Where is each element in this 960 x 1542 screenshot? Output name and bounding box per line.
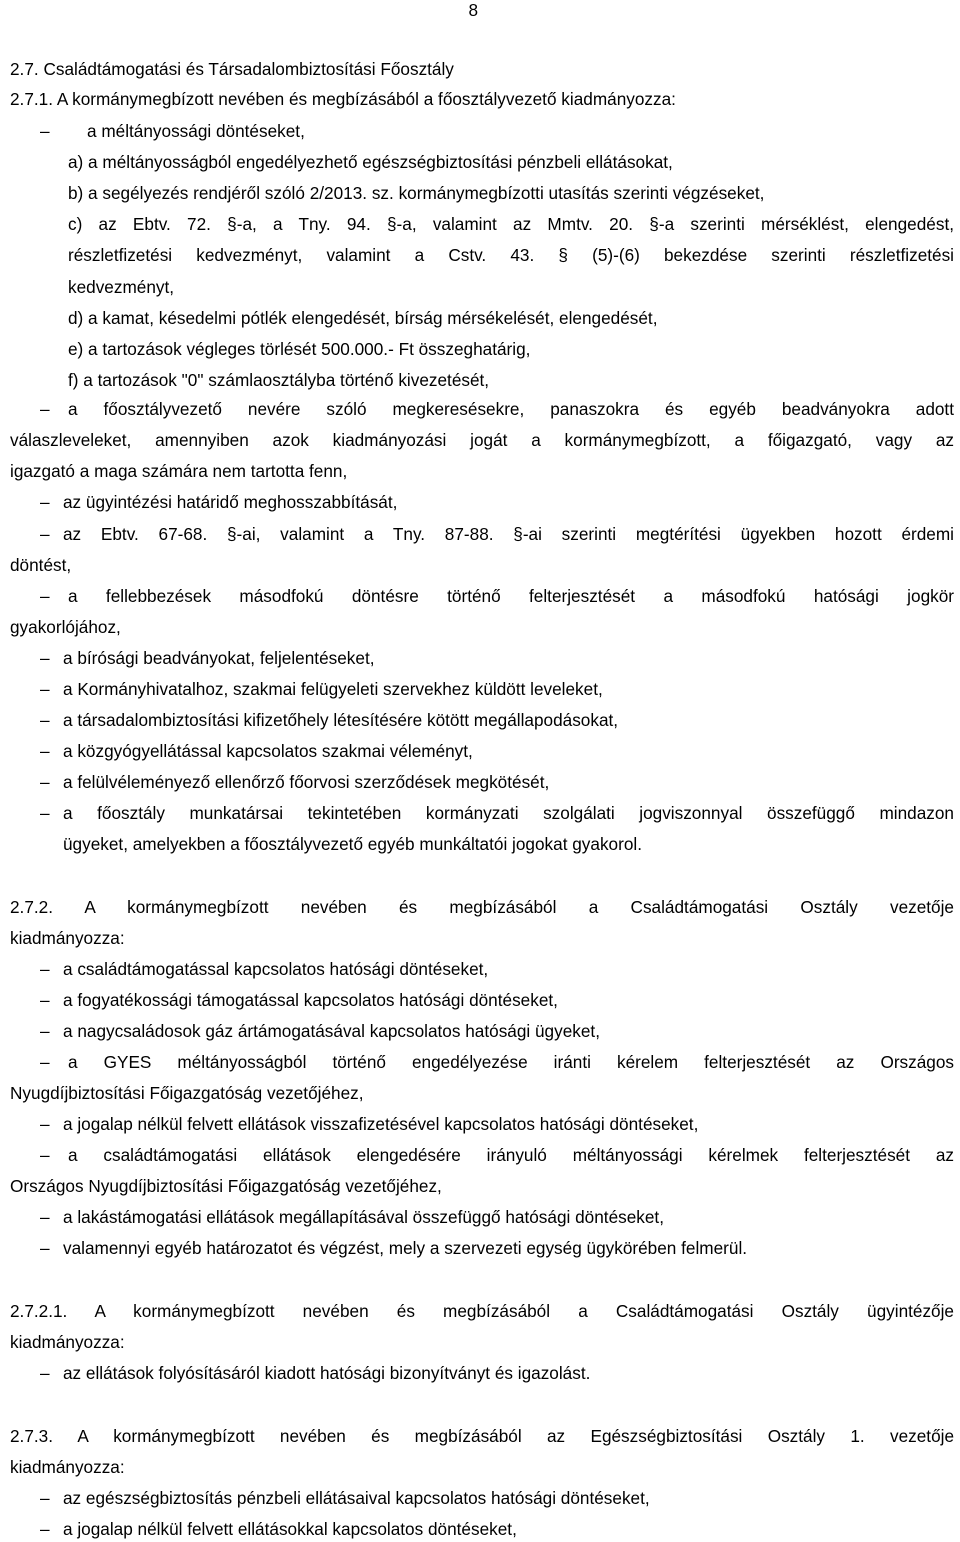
dash-bullet: –	[40, 492, 50, 512]
subsection-heading-2-7-1: 2.7.1. A kormánymegbízott nevében és megbízásából a főosztályvezető kiadmányozza:	[10, 89, 676, 109]
dash-bullet: –	[40, 1145, 50, 1165]
section-title: 2.7. Családtámogatási és Társadalombiztosítási Főosztály	[10, 59, 454, 79]
dash-bullet: –	[40, 1114, 50, 1134]
dash-bullet: –	[40, 1519, 50, 1539]
subsection-heading-2-7-2-1-cont: kiadmányozza:	[10, 1332, 125, 1352]
subsection-heading-2-7-3-cont: kiadmányozza:	[10, 1457, 125, 1477]
list-item: a felülvéleményező ellenőrző főorvosi szerződések megkötését,	[63, 772, 550, 792]
dash-bullet: –	[40, 679, 50, 699]
list-item: a főosztály munkatársai tekintetében kormányzati szolgálati jogviszonnyal összefüggő mindazon	[63, 803, 954, 823]
list-item-b: b) a segélyezés rendjéről szóló 2/2013. sz. kormánymegbízotti utasítás szerinti végzéseket,	[68, 183, 765, 203]
list-item-d: d) a kamat, késedelmi pótlék elengedését, bírság mérsékelését, elengedését,	[68, 308, 658, 328]
list-item: a családtámogatással kapcsolatos hatósági döntéseket,	[63, 959, 489, 979]
list-item: a Kormányhivatalhoz, szakmai felügyeleti szervekhez küldött leveleket,	[63, 679, 603, 699]
dash-bullet: –	[40, 803, 50, 823]
list-item: a fogyatékossági támogatással kapcsolatos hatósági döntéseket,	[63, 990, 558, 1010]
list-item-continuation: ügyeket, amelyekben a főosztályvezető egyéb munkáltatói jogokat gyakorol.	[63, 834, 642, 854]
list-item: az Ebtv. 67-68. §-ai, valamint a Tny. 87-88. §-ai szerinti megtérítési ügyekben hozott érdemi	[63, 524, 954, 544]
list-item-continuation: Nyugdíjbiztosítási Főigazgatóság vezetőjéhez,	[10, 1083, 364, 1103]
dash-bullet: –	[40, 1238, 50, 1258]
list-item-a: a) a méltányosságból engedélyezhető egészségbiztosítási pénzbeli ellátásokat,	[68, 152, 673, 172]
dash-bullet: –	[40, 121, 50, 141]
list-item: a fellebbezések másodfokú döntésre történő felterjesztését a másodfokú hatósági jogkör	[68, 586, 954, 606]
list-item-continuation: Országos Nyugdíjbiztosítási Főigazgatóság vezetőjéhez,	[10, 1176, 442, 1196]
dash-bullet: –	[40, 586, 50, 606]
list-item-e: e) a tartozások végleges törlését 500.000.- Ft összeghatárig,	[68, 339, 531, 359]
list-item-continuation: gyakorlójához,	[10, 617, 121, 637]
list-item: a társadalombiztosítási kifizetőhely létesítésére kötött megállapodásokat,	[63, 710, 619, 730]
list-item-continuation: válaszleveleket, amennyiben azok kiadmányozási jogát a kormánymegbízott, a főigazgató, vagy az	[10, 430, 954, 450]
dash-bullet: –	[40, 1488, 50, 1508]
list-item: az ellátások folyósításáról kiadott hatósági bizonyítványt és igazolást.	[63, 1363, 591, 1383]
dash-bullet: –	[40, 1021, 50, 1041]
subsection-heading-2-7-2-1: 2.7.2.1. A kormánymegbízott nevében és megbízásából a Családtámogatási Osztály ügyintézője	[10, 1301, 954, 1321]
list-item: a főosztályvezető nevére szóló megkeresésekre, panaszokra és egyéb beadványokra adott	[68, 399, 954, 419]
list-item-continuation: igazgató a maga számára nem tartotta fenn,	[10, 461, 348, 481]
list-item: a GYES méltányosságból történő engedélyezése iránti kérelem felterjesztését az Országos	[68, 1052, 954, 1072]
dash-bullet: –	[40, 741, 50, 761]
dash-bullet: –	[40, 1363, 50, 1383]
list-item: a méltányossági döntéseket,	[87, 121, 305, 141]
list-item: az egészségbiztosítás pénzbeli ellátásaival kapcsolatos hatósági döntéseket,	[63, 1488, 650, 1508]
list-item-c-line1: c) az Ebtv. 72. §-a, a Tny. 94. §-a, valamint az Mmtv. 20. §-a szerinti mérséklést, elengedést,	[68, 214, 954, 234]
list-item-c-line2: részletfizetési kedvezményt, valamint a Cstv. 43. § (5)-(6) bekezdése szerinti részletfizetési	[68, 245, 954, 265]
page-number: 8	[468, 0, 478, 20]
dash-bullet: –	[40, 524, 50, 544]
list-item: a jogalap nélkül felvett ellátások visszafizetésével kapcsolatos hatósági döntéseket,	[63, 1114, 699, 1134]
dash-bullet: –	[40, 710, 50, 730]
list-item-continuation: döntést,	[10, 555, 72, 575]
list-item: a családtámogatási ellátások elengedésére irányuló méltányossági kérelmek felterjesztését az	[68, 1145, 954, 1165]
dash-bullet: –	[40, 648, 50, 668]
list-item: a bírósági beadványokat, feljelentéseket,	[63, 648, 375, 668]
list-item-f: f) a tartozások "0" számlaosztályba történő kivezetését,	[68, 370, 490, 390]
dash-bullet: –	[40, 990, 50, 1010]
dash-bullet: –	[40, 772, 50, 792]
list-item: a jogalap nélkül felvett ellátásokkal kapcsolatos döntéseket,	[63, 1519, 517, 1539]
subsection-heading-2-7-3: 2.7.3. A kormánymegbízott nevében és megbízásából az Egészségbiztosítási Osztály 1. vezetője	[10, 1426, 954, 1446]
dash-bullet: –	[40, 959, 50, 979]
list-item: valamennyi egyéb határozatot és végzést, mely a szervezeti egység ügykörében felmerül.	[63, 1238, 748, 1258]
list-item: a közgyógyellátással kapcsolatos szakmai véleményt,	[63, 741, 473, 761]
dash-bullet: –	[40, 1052, 50, 1072]
list-item: a lakástámogatási ellátások megállapításával összefüggő hatósági döntéseket,	[63, 1207, 664, 1227]
subsection-heading-2-7-2: 2.7.2. A kormánymegbízott nevében és megbízásából a Családtámogatási Osztály vezetője	[10, 897, 954, 917]
subsection-heading-2-7-2-cont: kiadmányozza:	[10, 928, 125, 948]
list-item: az ügyintézési határidő meghosszabbítását,	[63, 492, 398, 512]
list-item: a nagycsaládosok gáz ártámogatásával kapcsolatos hatósági ügyeket,	[63, 1021, 600, 1041]
dash-bullet: –	[40, 399, 50, 419]
list-item-c-line3: kedvezményt,	[68, 277, 175, 297]
dash-bullet: –	[40, 1207, 50, 1227]
